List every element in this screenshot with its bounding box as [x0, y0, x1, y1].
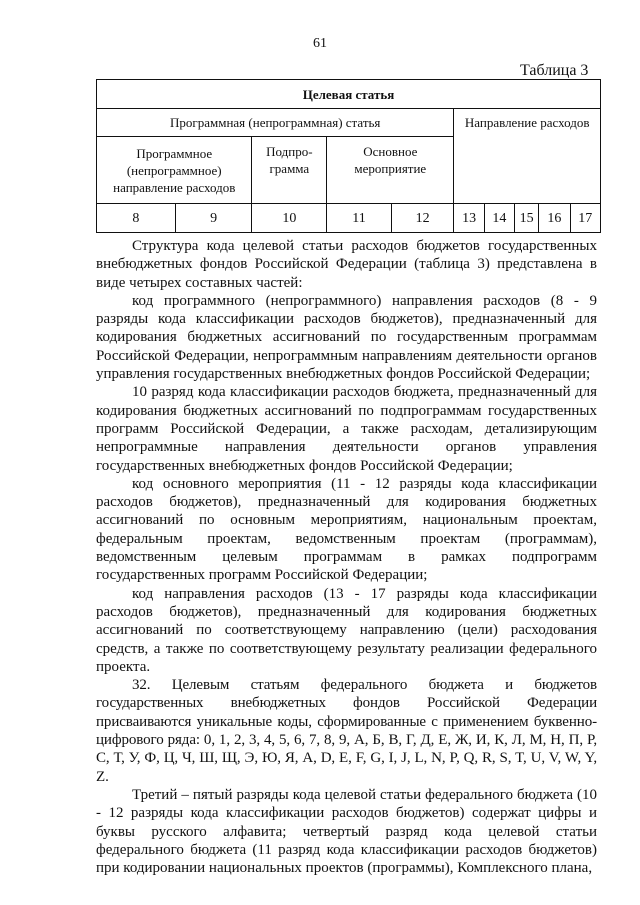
header-program-direction: Программное (непрограммное) направление расходов [97, 137, 252, 204]
digit-cell: 15 [514, 204, 538, 233]
paragraph: 10 разряд кода классификации расходов бюджета, предназначенный для кодирования бюджетных ассигнований по подпрограммам государственных программ Российской Федерации, а также расходам, детализирующим непрограммные направления деятельности органов управления государственных внебюджетных фондов Российской Федерации; [96, 384, 597, 474]
paragraph: код основного мероприятия (11 - 12 разряды кода классификации расходов бюджетов), предназначенный для кодирования бюджетных ассигнований по основным мероприятиям, национальным проектам, федеральным проектам, ведомственным проектам (программам), ведомственным целевым программам в рамках подпрограмм государственных программ Российской Федерации; [96, 475, 597, 584]
header-direction-expenses: Направление расходов [454, 109, 601, 204]
body-text [96, 237, 597, 877]
paragraph: код программного (непрограммного) направления расходов (8 - 9 разряды кода классификации расходов бюджетов), предназначенный для кодирования бюджетных ассигнований по государственным программам Российской Федерации, непрограммным направлениям деятельности органов управления государственных внебюджетных фондов Российской Федерации; [96, 292, 597, 383]
digit-cell: 10 [252, 204, 327, 233]
code-structure-table [96, 79, 601, 233]
header-main-event: Основное мероприятие [327, 137, 454, 204]
header-subprogram: Подпро-грамма [252, 137, 327, 204]
header-target-article: Целевая статья [97, 80, 601, 109]
digit-cell: 16 [539, 204, 570, 233]
digit-cell: 8 [97, 204, 176, 233]
paragraph: код направления расходов (13 - 17 разряды кода классификации расходов бюджетов), предназначенный для кодирования бюджетных ассигнований по соответствующему направлению (цели) расходования средств, а также по соответствующему результату реализации федерального проекта. [96, 585, 597, 675]
paragraph: 32. Целевым статьям федерального бюджета и бюджетов государственных внебюджетных фондов Российской Федерации присваиваются уникальные коды, сформированные с применением буквенно-цифрового ряда: 0, 1, 2, 3, 4, 5, 6, 7, 8, 9, А, Б, В, Г, Д, Е, Ж, И, К, Л, М, Н, П, Р, С, Т, У, Ф, Ц, Ч, Ш, Щ, Э, Ю, Я, A, D, E, F, G, I, J, L, N, P, Q, R, S, T, U, V, W, Y, Z. [96, 677, 597, 785]
digit-cell: 13 [454, 204, 484, 233]
digit-cell: 12 [391, 204, 454, 233]
digit-cell: 11 [327, 204, 392, 233]
page-number: 61 [313, 36, 327, 51]
digit-cell: 17 [570, 204, 600, 233]
digit-cell: 9 [175, 204, 252, 233]
paragraph: Структура кода целевой статьи расходов бюджетов государственных внебюджетных фондов Российской Федерации (таблица 3) представлена в виде четырех составных частей: [96, 238, 597, 291]
paragraph: Третий – пятый разряды кода целевой статьи федерального бюджета (10 - 12 разряды кода классификации расходов бюджетов) содержат цифры и буквы русского алфавита; четвертый разряд кода целевой статьи федерального бюджета (11 разряд кода классификации расходов бюджетов) при кодировании национальных проектов (программы), Комплексного плана, [96, 786, 597, 877]
header-program-article: Программная (непрограммная) статья [97, 109, 454, 137]
table-label: Таблица 3 [520, 62, 589, 79]
digit-cell: 14 [484, 204, 514, 233]
